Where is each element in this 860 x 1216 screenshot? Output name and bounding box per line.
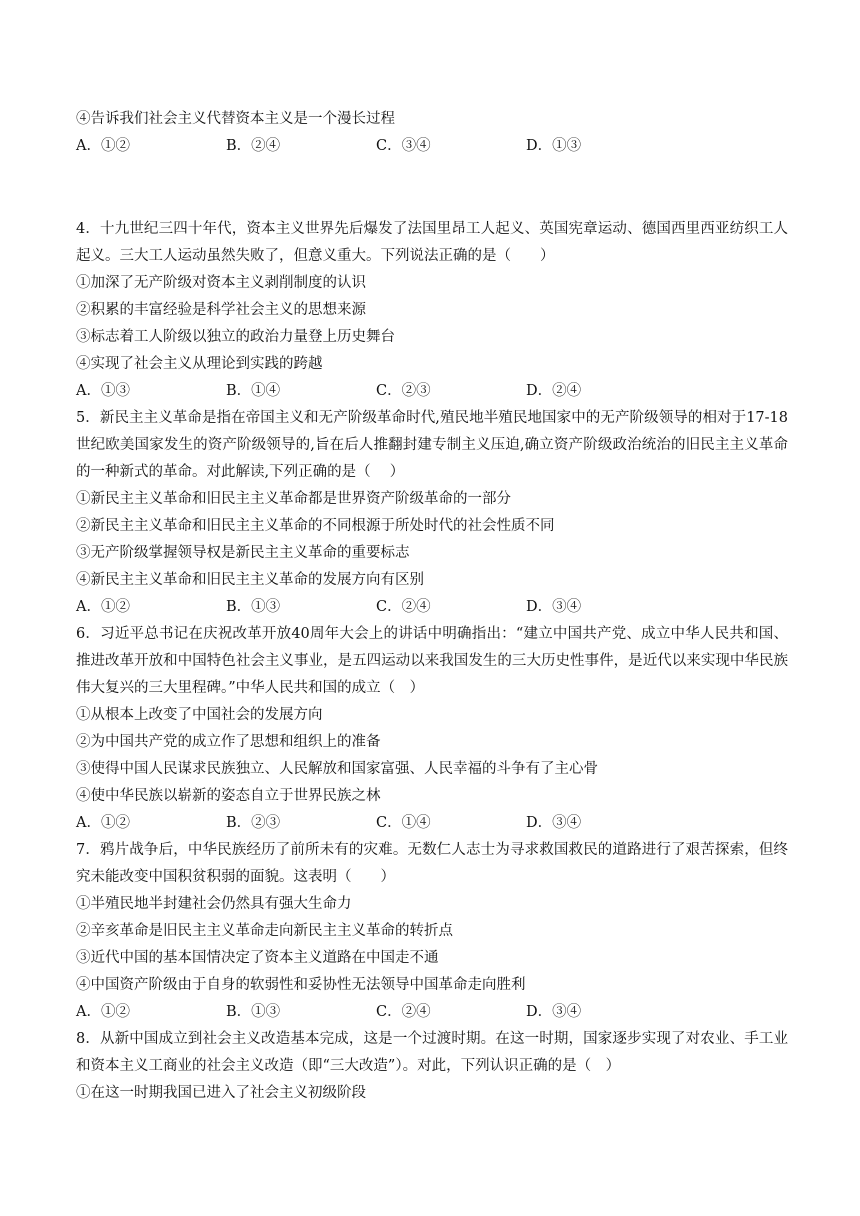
option-4: ④新民主主义革命和旧民主主义革命的发展方向有区别 [76,572,424,588]
exam-page [76,106,788,1107]
spacer [76,160,788,216]
choice-a: A．①② [76,599,130,615]
option-2: ②积累的丰富经验是科学社会主义的思想来源 [76,302,366,318]
question-8-stem: 8．从新中国成立到社会主义改造基本完成，这是一个过渡时期。在这一时期，国家逐步实现了对农业、手工业和资本主义工商业的社会主义改造（即“三大改造”）。对此，下列认识正确的是（ ） [76,1031,788,1074]
option-2: ②为中国共产党的成立作了思想和组织上的准备 [76,734,381,750]
choice-a: A．①② [76,1004,130,1020]
option-3: ③标志着工人阶级以独立的政治力量登上历史舞台 [76,329,395,345]
question-4-stem: 4．十九世纪三四十年代，资本主义世界先后爆发了法国里昂工人起义、英国宪章运动、德国西里西亚纺织工人起义。三大工人运动虽然失败了，但意义重大。下列说法正确的是（ ） [76,221,788,264]
question-7-stem: 7．鸦片战争后，中华民族经历了前所未有的灾难。无数仁人志士为寻求救国救民的道路进行了艰苦探索，但终究未能改变中国积贫积弱的面貌。这表明（ ） [76,842,788,885]
choice-d: D．③④ [526,599,582,615]
option-1: ①加深了无产阶级对资本主义剥削制度的认识 [76,275,366,291]
choice-d: D．②④ [526,383,582,399]
choice-c: C．①④ [376,815,431,831]
question-5-stem: 5．新民主主义革命是指在帝国主义和无产阶级革命时代,殖民地半殖民地国家中的无产阶级领导的相对于17-18世纪欧美国家发生的资产阶级领导的,旨在后人推翻封建专制主义压迫,确立资产阶级政治统治的旧民主主义革命的一种新式的革命。对此解读,下列正确的是（ ） [76,410,788,480]
choice-b: B．②④ [226,138,281,154]
option-3: ③无产阶级掌握领导权是新民主主义革命的重要标志 [76,545,410,561]
option-1: ①半殖民地半封建社会仍然具有强大生命力 [76,896,352,912]
option-4: ④使中华民族以崭新的姿态自立于世界民族之林 [76,788,381,804]
option-1: ①从根本上改变了中国社会的发展方向 [76,707,323,723]
choice-a: A．①② [76,815,130,831]
choice-c: C．③④ [376,138,431,154]
choice-b: B．②③ [226,815,281,831]
option-1: ①在这一时期我国已进入了社会主义初级阶段 [76,1085,366,1101]
choices-q6 [76,810,788,837]
choice-d: D．③④ [526,815,582,831]
choice-d: D．③④ [526,1004,582,1020]
option-4: ④中国资产阶级由于自身的软弱性和妥协性无法领导中国革命走向胜利 [76,977,526,993]
choice-b: B．①④ [226,383,281,399]
choice-c: C．②④ [376,1004,431,1020]
option-3: ③使得中国人民谋求民族独立、人民解放和国家富强、人民幸福的斗争有了主心骨 [76,761,598,777]
choice-b: B．①③ [226,599,281,615]
choice-c: C．②③ [376,383,431,399]
choices-q3 [76,133,788,160]
choice-c: C．②④ [376,599,431,615]
choice-d: D．①③ [526,138,582,154]
option-1: ①新民主主义革命和旧民主主义革命都是世界资产阶级革命的一部分 [76,491,511,507]
option-3: ③近代中国的基本国情决定了资本主义道路在中国走不通 [76,950,439,966]
choices-q7 [76,999,788,1026]
option-2: ②辛亥革命是旧民主主义革命走向新民主主义革命的转折点 [76,923,453,939]
choices-q4 [76,378,788,405]
choices-q5 [76,594,788,621]
option-q3-4: ④告诉我们社会主义代替资本主义是一个漫长过程 [76,111,395,127]
question-6-stem: 6．习近平总书记在庆祝改革开放40周年大会上的讲话中明确指出：“建立中国共产党、成立中华人民共和国、推进改革开放和中国特色社会主义事业，是五四运动以来我国发生的三大历史性事件，是近代以来实现中华民族伟大复兴的三大里程碑。”中华人民共和国的成立（ ） [76,626,788,696]
choice-a: A．①③ [76,383,130,399]
choice-a: A．①② [76,138,130,154]
option-4: ④实现了社会主义从理论到实践的跨越 [76,356,323,372]
choice-b: B．①③ [226,1004,281,1020]
option-2: ②新民主主义革命和旧民主主义革命的不同根源于所处时代的社会性质不同 [76,518,555,534]
